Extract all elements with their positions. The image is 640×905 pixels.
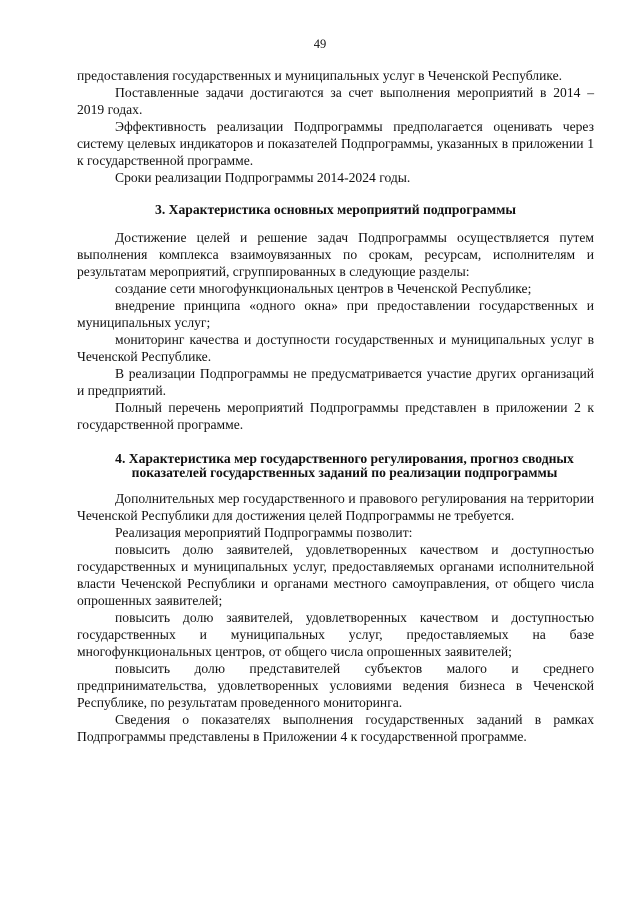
body-paragraph: Сроки реализации Подпрограммы 2014-2024 годы. (115, 170, 411, 185)
body-paragraph: Поставленные задачи достигаются за счет выполнения мероприятий в 2014 – 2019 годах. (77, 85, 594, 117)
list-item: мониторинг качества и доступности государственных и муниципальных услуг в Чеченской Республике. (77, 332, 594, 364)
body-paragraph: Достижение целей и решение задач Подпрограммы осуществляется путем выполнения комплекса взаимоувязанных по срокам, ресурсам, исполнителям и результатам мероприятий, сгруппированных в следующие разделы: (77, 230, 594, 279)
body-paragraph: Сведения о показателях выполнения государственных заданий в рамках Подпрограммы представлены в Приложении 4 к государственной программе. (77, 712, 594, 744)
list-item: повысить долю представителей субъектов малого и среднего предпринимательства, удовлетворенных условиями ведения бизнеса в Чеченской Республике, по результатам проведенного мониторинга. (77, 661, 594, 710)
section-4-heading: 4. Характеристика мер государственного регулирования, прогноз сводных показателей государственных заданий по реализации подпрограммы (115, 451, 574, 480)
document-body (77, 67, 594, 745)
body-paragraph: Реализация мероприятий Подпрограммы позволит: (115, 525, 413, 540)
list-item: создание сети многофункциональных центров в Чеченской Республике; (115, 281, 532, 296)
body-paragraph: В реализации Подпрограммы не предусматривается участие других организаций и предприятий. (77, 366, 594, 398)
list-item: повысить долю заявителей, удовлетворенных качеством и доступностью государственных и муниципальных услуг, предоставляемых органами исполнительной власти Чеченской Республики и органами местного самоуправления, от общего числа опрошенных заявителей; (77, 542, 594, 608)
list-item: внедрение принципа «одного окна» при предоставлении государственных и муниципальных услуг; (77, 298, 594, 330)
section-3-heading: 3. Характеристика основных мероприятий подпрограммы (155, 202, 516, 217)
body-paragraph: Дополнительных мер государственного и правового регулирования на территории Чеченской Республики для достижения целей Подпрограммы не требуется. (77, 491, 594, 523)
list-item: повысить долю заявителей, удовлетворенных качеством и доступностью государственных и муниципальных услуг, предоставляемых на базе многофункциональных центров, от общего числа опрошенных заявителей; (77, 610, 594, 659)
page-number: 49 (313, 37, 327, 51)
body-paragraph: предоставления государственных и муниципальных услуг в Чеченской Республике. (77, 68, 563, 83)
body-paragraph: Эффективность реализации Подпрограммы предполагается оценивать через систему целевых индикаторов и показателей Подпрограммы, указанных в приложении 1 к государственной программе. (77, 119, 594, 168)
body-paragraph: Полный перечень мероприятий Подпрограммы представлен в приложении 2 к государственной программе. (77, 400, 594, 432)
